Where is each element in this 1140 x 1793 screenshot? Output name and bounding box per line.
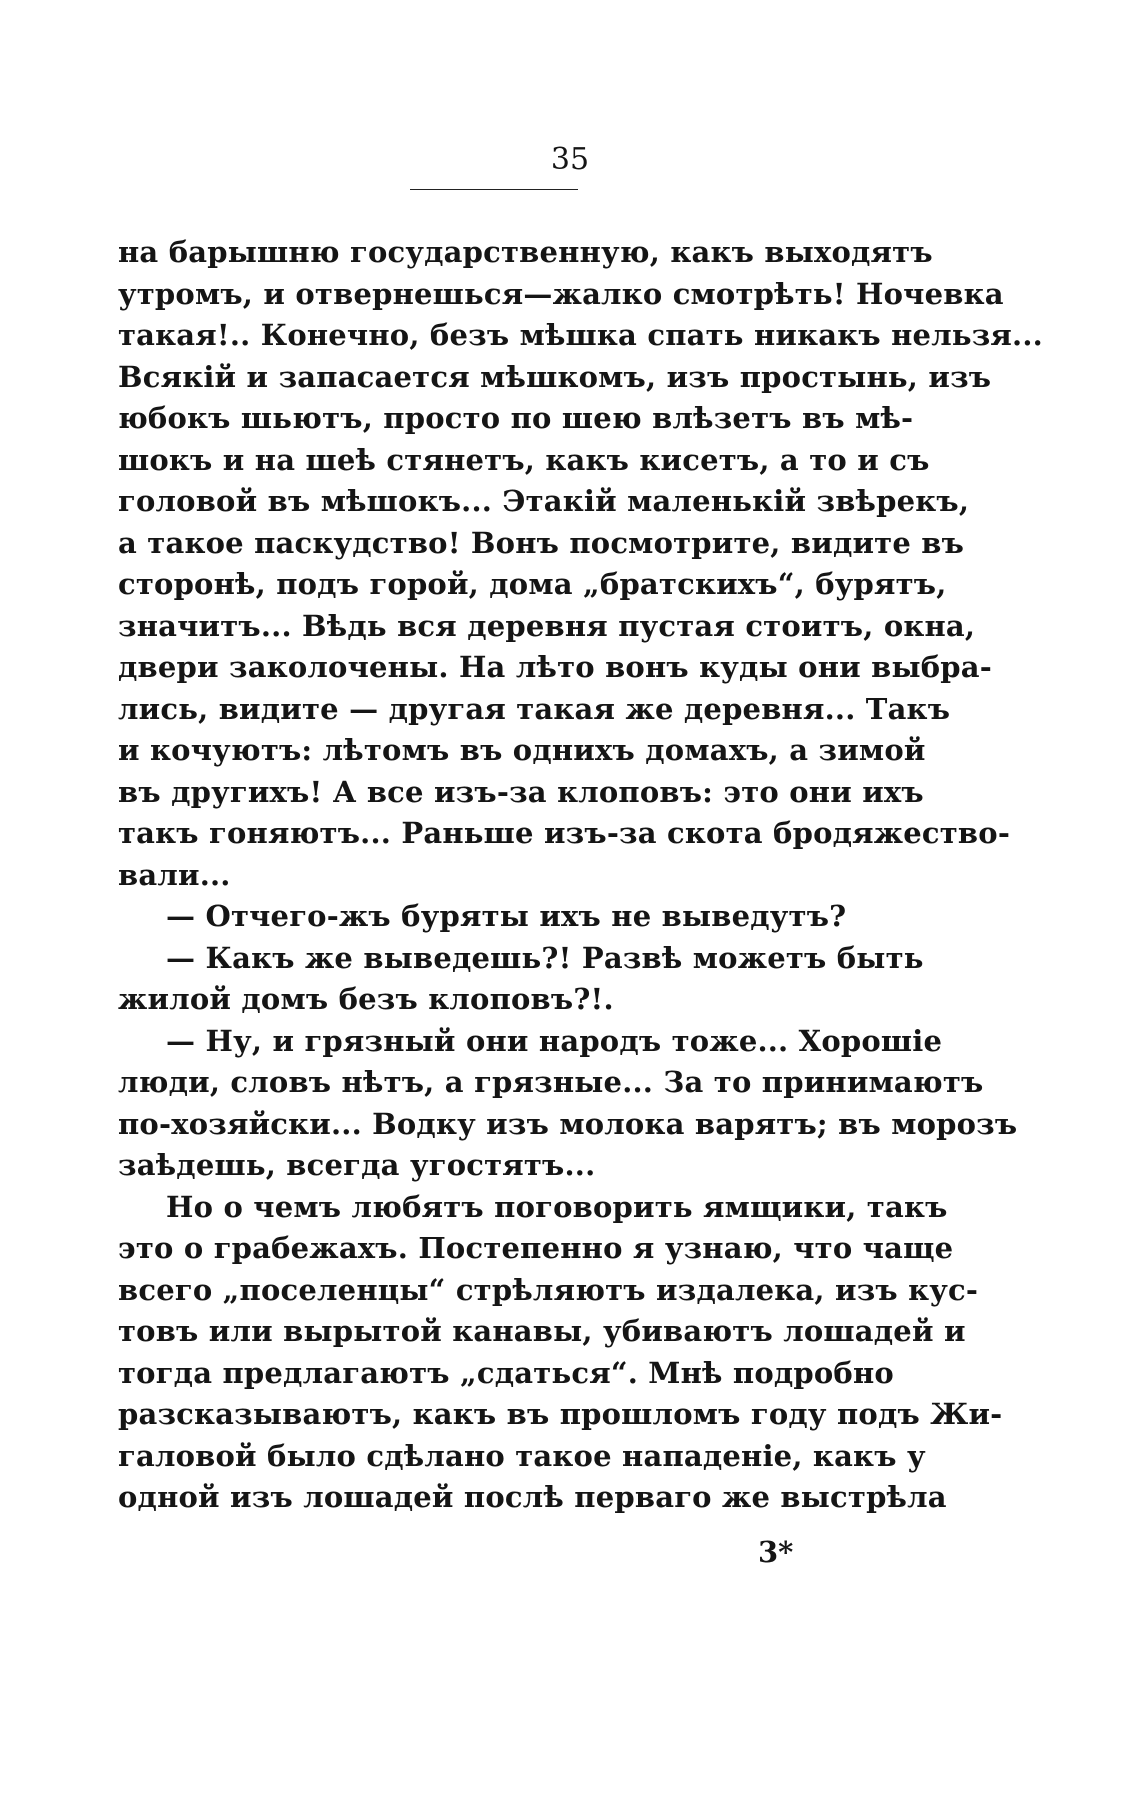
- text-line: такая!.. Конечно, безъ мѣшка спать никакъ нельзя...: [118, 318, 1043, 352]
- text-line: утромъ, и отвернешься—жалко смотрѣть! Ночевка: [118, 276, 1004, 311]
- text-line: Но о чемъ любятъ поговорить ямщики, такъ: [166, 1189, 948, 1224]
- text-line: заѣдешь, всегда угостятъ...: [118, 1148, 596, 1182]
- text-line: жилой домъ безъ клоповъ?!.: [118, 982, 614, 1016]
- text-line: сторонѣ, подъ горой, дома „братскихъ“, бурятъ,: [118, 567, 947, 601]
- text-line: всего „поселенцы“ стрѣляютъ издалека, изъ кус-: [118, 1272, 979, 1307]
- text-line: одной изъ лошадей послѣ перваго же выстрѣла: [118, 1480, 947, 1514]
- text-line: значитъ... Вѣдь вся деревня пустая стоитъ, окна,: [118, 608, 976, 643]
- text-line: юбокъ шьютъ, просто по шею влѣзетъ въ мѣ-: [118, 401, 914, 435]
- text-line: лись, видите — другая такая же деревня... Такъ: [118, 691, 951, 726]
- text-line: вали...: [118, 857, 231, 892]
- text-line: — Отчего-жъ буряты ихъ не выведутъ?: [166, 899, 847, 933]
- header-rule: [410, 189, 578, 190]
- page-body: [118, 232, 1043, 1519]
- text-line: разсказываютъ, какъ въ прошломъ году подъ Жи-: [118, 1397, 1003, 1431]
- text-line: двери заколочены. На лѣто вонъ куды они выбра-: [118, 650, 992, 684]
- text-line: — Какъ же выведешь?! Развѣ можетъ быть: [166, 940, 924, 975]
- text-line: шокъ и на шеѣ стянетъ, какъ кисетъ, а то и съ: [118, 442, 930, 477]
- text-line: люди, словъ нѣтъ, а грязные... За то принимаютъ: [118, 1065, 984, 1099]
- text-line: — Ну, и грязный они народъ тоже... Хорошіе: [166, 1023, 943, 1058]
- signature-mark: 3*: [758, 1535, 794, 1569]
- text-line: а такое паскудство! Вонъ посмотрите, видите въ: [118, 525, 965, 560]
- text-line: и кочуютъ: лѣтомъ въ однихъ домахъ, а зимой: [118, 733, 926, 767]
- text-line: Всякій и запасается мѣшкомъ, изъ простынь, изъ: [118, 359, 992, 394]
- text-line: это о грабежахъ. Постепенно я узнаю, что чаще: [118, 1231, 954, 1265]
- page-number: 35: [550, 142, 590, 177]
- text-line: галовой было сдѣлано такое нападеніе, какъ у: [118, 1438, 926, 1473]
- text-line: головой въ мѣшокъ... Этакій маленькій звѣрекъ,: [118, 484, 970, 518]
- text-line: товъ или вырытой канавы, убиваютъ лошадей и: [118, 1314, 966, 1348]
- text-line: такъ гоняютъ... Раньше изъ-за скота бродяжество-: [118, 816, 1011, 850]
- text-line: тогда предлагаютъ „сдаться“. Мнѣ подробно: [118, 1355, 894, 1390]
- text-line: въ другихъ! А все изъ-за клоповъ: это они ихъ: [118, 774, 924, 809]
- text-line: по-хозяйски... Водку изъ молока варятъ; въ морозъ: [118, 1106, 1018, 1141]
- text-line: на барышню государственную, какъ выходятъ: [118, 235, 933, 269]
